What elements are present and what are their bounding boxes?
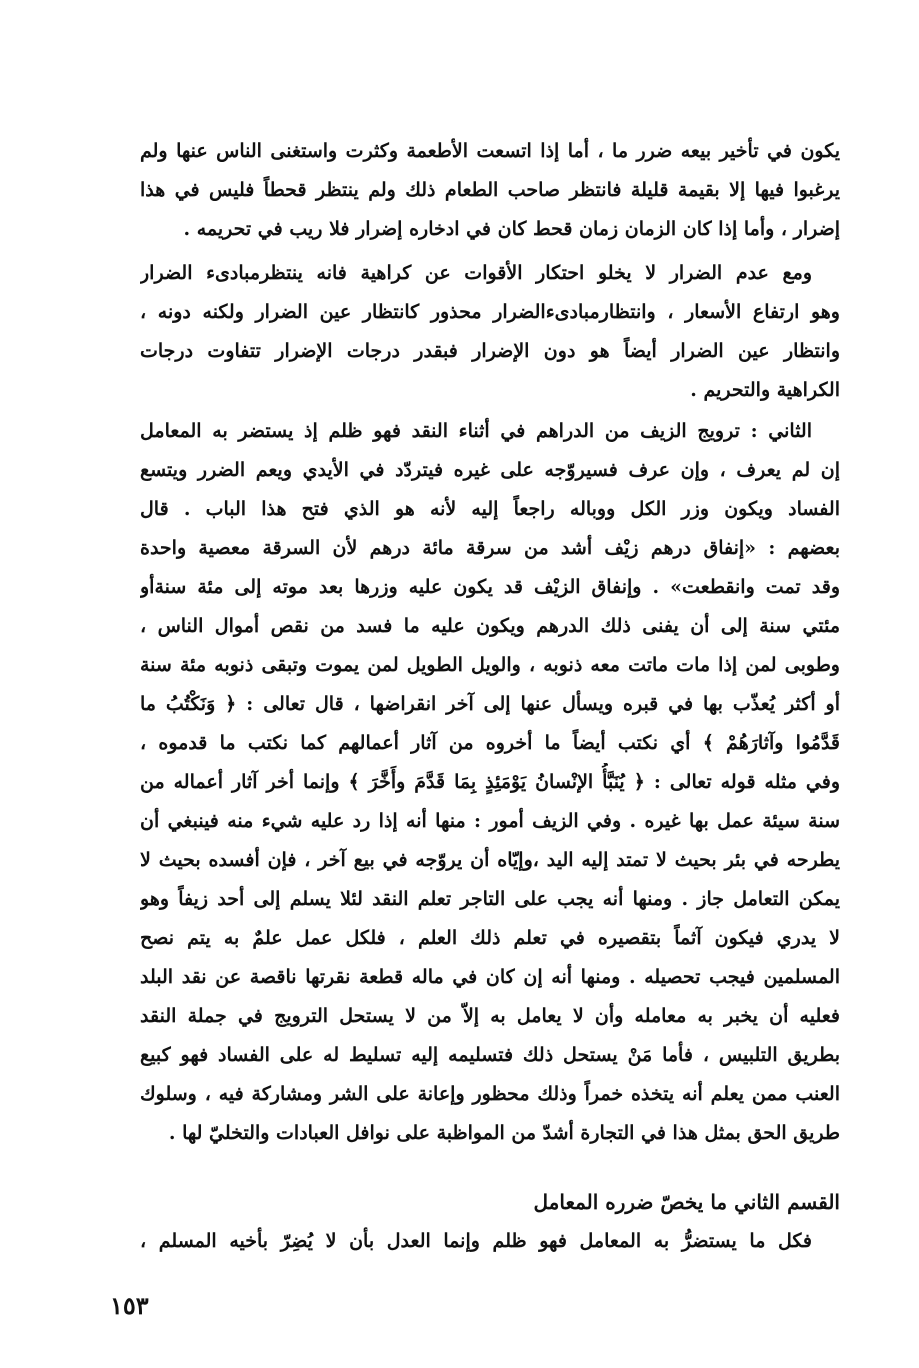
text-line: مئتي سنة إلى أن يفنى ذلك الدرهم ويكون عليه ما فسد من نقص أموال الناس ،: [140, 615, 840, 637]
paragraph-4: [140, 1222, 840, 1261]
text-line: أو أكثر يُعذّب بها في قبره ويسأل عنها إلى آخر انقراضها ، قال تعالى : ﴿ وَنَكْتُبُ ما: [140, 693, 840, 715]
paragraph-2: [140, 254, 840, 410]
text-line: الفساد ويكون وزر الكل ووباله راجعاً إليه لأنه هو الذي فتح هذا الباب . قال: [140, 498, 840, 520]
page-number: ١٥٣: [110, 1291, 149, 1320]
section-heading: القسم الثاني ما يخصّ ضرره المعامل: [533, 1190, 840, 1214]
text-line: طريق الحق بمثل هذا في التجارة أشدّ من المواظبة على نوافل العبادات والتخليّ لها .: [168, 1122, 840, 1144]
text-line: وقد تمت وانقطعت» . وإنفاق الزيْف قد يكون عليه وزرها بعد موته إلى مئة سنةأو: [140, 576, 840, 598]
text-line: الكراهية والتحريم .: [690, 379, 840, 401]
text-line: يمكن التعامل جاز . ومنها أنه يجب على التاجر تعلم النقد لئلا يسلم إلى أحد زيفاً وهو: [140, 888, 840, 910]
text-line: وطوبى لمن إذا مات ماتت معه ذنوبه ، والويل الطويل لمن يموت وتبقى ذنوبه مئة سنة: [140, 654, 840, 676]
text-line: إن لم يعرف ، وإن عرف فسيروّجه على غيره فيتردّد في الأيدي ويعم الضرر ويتسع: [140, 459, 840, 481]
text-line: وهو ارتفاع الأسعار ، وانتظارمبادىءالضرار محذور كانتظار عين الضرار ولكنه دونه ،: [140, 301, 840, 323]
text-line: فكل ما يستضرُّ به المعامل فهو ظلم وإنما العدل بأن لا يُضِرّ بأخيه المسلم ،: [140, 1230, 812, 1252]
text-line: فعليه أن يخبر به معامله وأن لا يعامل به إلاّ من لا يستحل الترويج في جملة النقد: [140, 1005, 840, 1027]
text-line: قَدَّمُوا وآثارَهُمْ ﴾ أي نكتب أيضاً ما أخروه من آثار أعمالهم كما نكتب ما قدموه ،: [140, 732, 840, 754]
paragraph-1: [140, 132, 840, 249]
paragraph-3: [140, 412, 840, 1153]
text-line: يكون في تأخير بيعه ضرر ما ، أما إذا اتسعت الأطعمة وكثرت واستغنى الناس عنها ولم: [140, 140, 840, 162]
text-line: الثاني : ترويج الزيف من الدراهم في أثناء النقد فهو ظلم إذ يستضر به المعامل: [140, 420, 812, 442]
text-line: سنة سيئة عمل بها غيره . وفي الزيف أمور : منها أنه إذا رد عليه شيء منه فينبغي أن: [140, 810, 840, 832]
text-line: يطرحه في بئر بحيث لا تمتد إليه اليد ،وإيّاه أن يروّجه في بيع آخر ، فإن أفسده بحيث لا: [140, 849, 840, 871]
text-line: إضرار ، وأما إذا كان الزمان زمان قحط كان في ادخاره إضرار فلا ريب في تحريمه .: [183, 218, 840, 240]
text-line: ومع عدم الضرار لا يخلو احتكار الأقوات عن كراهية فانه ينتظرمبادىء الضرار: [140, 262, 812, 284]
text-line: المسلمين فيجب تحصيله . ومنها أنه إن كان في ماله قطعة نقرتها ناقصة عن نقد البلد: [140, 966, 840, 988]
text-line: وفي مثله قوله تعالى : ﴿ يُنَبَّأُ الإنْسانُ يَوْمَئِذٍ بِمَا قَدَّمَ وأَخَّرَ ﴾ وإنما أخر آثار أعماله من: [140, 771, 840, 793]
text-line: بعضهم : «إنفاق درهم زيْف أشد من سرقة مائة درهم لأن السرقة معصية واحدة: [140, 537, 840, 559]
text-line: لا يدري فيكون آثماً بتقصيره في تعلم ذلك العلم ، فلكل عمل علمٌ به يتم نصح: [140, 927, 840, 949]
text-line: وانتظار عين الضرار أيضاً هو دون الإضرار فبقدر درجات الإضرار تتفاوت درجات: [140, 340, 840, 362]
text-line: يرغبوا فيها إلا بقيمة قليلة فانتظر صاحب الطعام ذلك ولم ينتظر قحطاً فليس في هذا: [140, 179, 840, 201]
text-line: بطريق التلبيس ، فأما مَنْ يستحل ذلك فتسليمه إليه تسليط له على الفساد فهو كبيع: [140, 1044, 840, 1066]
text-line: العنب ممن يعلم أنه يتخذه خمراً وذلك محظور وإعانة على الشر ومشاركة فيه ، وسلوك: [140, 1083, 840, 1105]
